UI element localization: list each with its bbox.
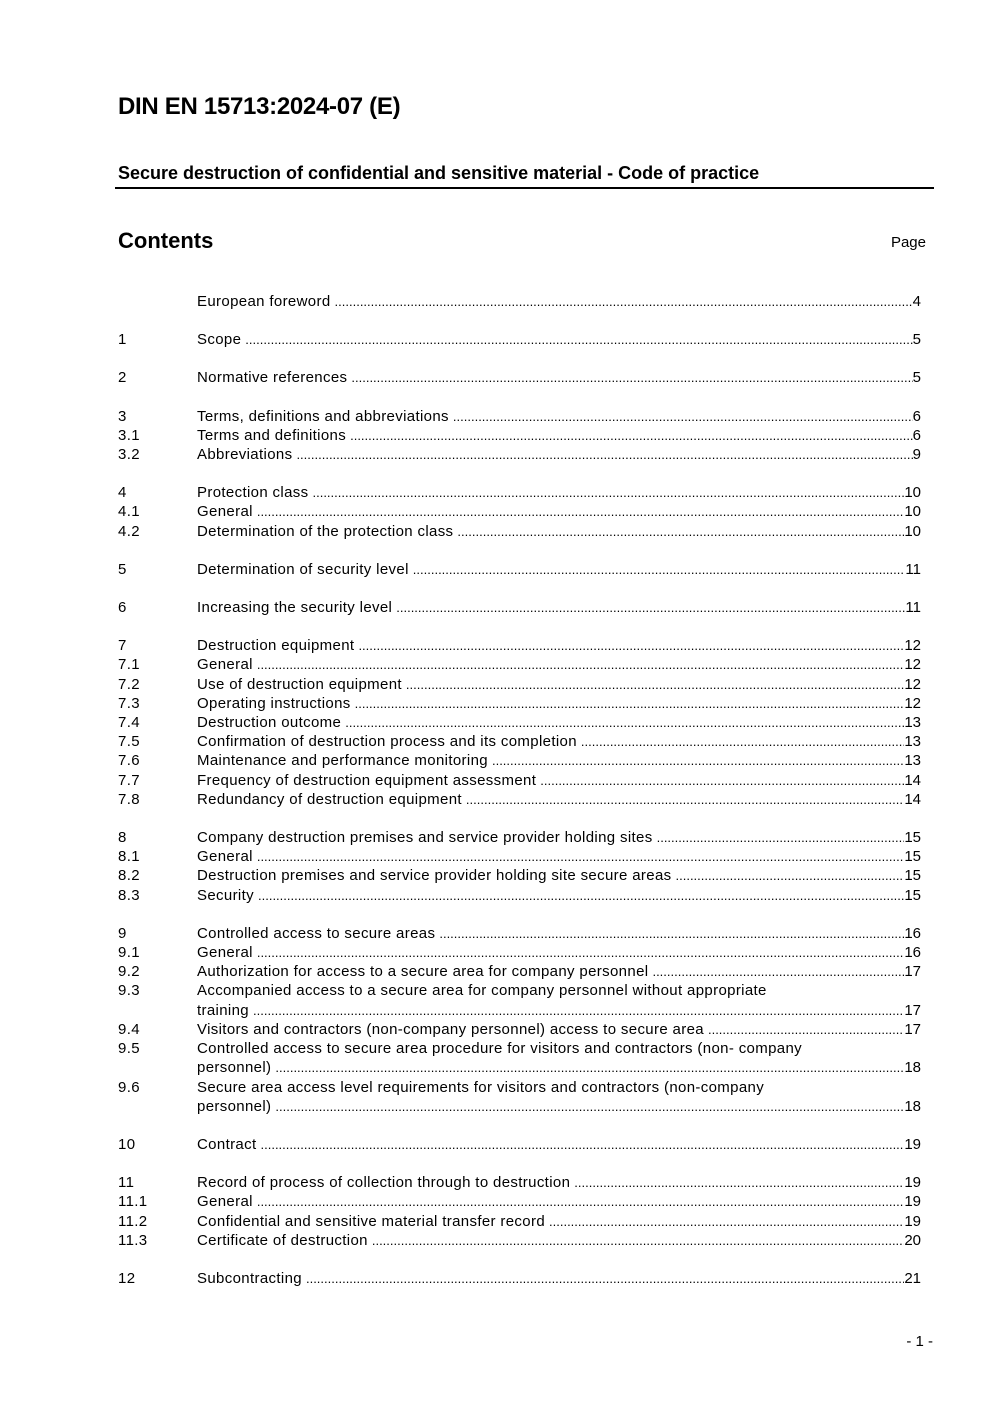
toc-entry-line xyxy=(197,407,921,426)
toc-entry-text xyxy=(197,426,921,445)
toc-entry[interactable] xyxy=(118,866,921,885)
toc-entry-page: 17 xyxy=(904,963,921,981)
toc-entry-text xyxy=(197,330,921,349)
toc-entry-text xyxy=(197,292,921,311)
toc-entry-line xyxy=(197,502,921,521)
toc-entry-number: 7.5 xyxy=(118,733,140,751)
toc-entry-number: 10 xyxy=(118,1135,136,1153)
toc-entry-title-first-line: Accompanied access to a secure area for company personnel without appropriate xyxy=(197,982,767,1000)
toc-entry-line xyxy=(197,330,921,349)
table-of-contents xyxy=(118,292,921,1307)
toc-group xyxy=(118,636,921,809)
toc-entry[interactable] xyxy=(118,292,921,311)
toc-entry-text xyxy=(197,732,921,751)
toc-entry-text xyxy=(197,407,921,426)
toc-entry-page: 14 xyxy=(904,790,921,808)
toc-entry-text xyxy=(197,502,921,521)
toc-entry[interactable] xyxy=(118,943,921,962)
toc-entry[interactable] xyxy=(118,1269,921,1288)
toc-group xyxy=(118,828,921,905)
toc-entry[interactable] xyxy=(118,1020,921,1039)
toc-entry-text xyxy=(197,1231,921,1250)
toc-dot-leader xyxy=(275,1058,904,1077)
toc-entry-text xyxy=(197,751,921,770)
toc-entry-text xyxy=(197,483,921,502)
toc-entry-number: 7.6 xyxy=(118,752,140,770)
toc-entry-page: 18 xyxy=(904,1097,921,1115)
page-number: - 1 - xyxy=(906,1333,933,1350)
toc-entry[interactable] xyxy=(118,751,921,770)
toc-entry[interactable] xyxy=(118,368,921,387)
toc-entry-page: 5 xyxy=(912,369,921,387)
toc-entry-page: 13 xyxy=(904,752,921,770)
toc-entry-title: personnel) xyxy=(197,1059,272,1077)
toc-entry[interactable] xyxy=(118,483,921,502)
toc-entry-text xyxy=(197,866,921,885)
toc-entry-text xyxy=(197,1269,921,1288)
toc-entry-text xyxy=(197,445,921,464)
toc-entry-line xyxy=(197,1058,921,1077)
toc-entry[interactable] xyxy=(118,655,921,674)
toc-entry-title: Abbreviations xyxy=(197,446,293,464)
toc-entry-number: 7.8 xyxy=(118,790,140,808)
toc-entry-text xyxy=(197,1173,921,1192)
toc-entry-page: 15 xyxy=(904,848,921,866)
toc-entry-line xyxy=(197,732,921,751)
toc-dot-leader xyxy=(335,292,913,311)
toc-entry-title: Visitors and contractors (non-company personnel) access to secure area xyxy=(197,1020,704,1038)
toc-entry-number: 11.1 xyxy=(118,1193,148,1211)
toc-dot-leader xyxy=(257,943,904,962)
toc-dot-leader xyxy=(257,655,904,674)
toc-entry-text xyxy=(197,368,921,387)
toc-entry-line xyxy=(197,1173,921,1192)
toc-entry-text xyxy=(197,1212,921,1231)
toc-entry-line xyxy=(197,1001,921,1020)
toc-entry-title: General xyxy=(197,503,253,521)
toc-entry-number: 9.6 xyxy=(118,1078,140,1096)
toc-entry-page: 16 xyxy=(904,924,921,942)
toc-entry-title: European foreword xyxy=(197,293,331,310)
toc-entry-line xyxy=(197,694,921,713)
toc-entry-title: Certificate of destruction xyxy=(197,1231,368,1249)
toc-entry-title: General xyxy=(197,848,253,866)
toc-entry-number: 12 xyxy=(118,1269,136,1287)
toc-entry-line xyxy=(197,771,921,790)
toc-entry-title: Confidential and sensitive material transfer record xyxy=(197,1212,546,1230)
document-title: DIN EN 15713:2024-07 (E) xyxy=(118,93,401,120)
toc-entry-page: 17 xyxy=(904,1020,921,1038)
toc-entry[interactable] xyxy=(118,426,921,445)
toc-dot-leader xyxy=(657,828,905,847)
toc-entry-text xyxy=(197,981,921,1019)
toc-entry-line xyxy=(197,1269,921,1288)
toc-entry-text xyxy=(197,790,921,809)
toc-group xyxy=(118,924,921,1116)
toc-dot-leader xyxy=(253,1001,904,1020)
toc-entry-title: Record of process of collection through to destruction xyxy=(197,1174,571,1192)
toc-entry-line xyxy=(197,560,921,579)
toc-entry-title: Maintenance and performance monitoring xyxy=(197,752,488,770)
toc-entry-number: 9.1 xyxy=(118,944,140,962)
toc-dot-leader xyxy=(574,1173,904,1192)
toc-entry-title: Destruction outcome xyxy=(197,714,342,732)
toc-dot-leader xyxy=(296,445,912,464)
toc-dot-leader xyxy=(406,675,904,694)
toc-entry-line xyxy=(197,1231,921,1250)
toc-entry-page: 14 xyxy=(904,771,921,789)
toc-entry-text xyxy=(197,694,921,713)
toc-entry-number: 3.2 xyxy=(118,446,140,464)
toc-entry-number: 7.7 xyxy=(118,771,140,789)
toc-group xyxy=(118,368,921,387)
toc-entry-text xyxy=(197,1192,921,1211)
toc-entry-title: personnel) xyxy=(197,1097,272,1115)
toc-entry-line xyxy=(197,292,921,311)
toc-entry-title: General xyxy=(197,944,253,962)
toc-entry-page: 19 xyxy=(904,1174,921,1192)
toc-entry[interactable] xyxy=(118,962,921,981)
toc-entry-title: Frequency of destruction equipment assessment xyxy=(197,771,537,789)
toc-entry[interactable] xyxy=(118,1192,921,1211)
toc-entry-line xyxy=(197,713,921,732)
title-divider xyxy=(115,187,934,189)
toc-entry-title: Scope xyxy=(197,331,242,349)
toc-entry-title: Determination of security level xyxy=(197,560,409,578)
toc-group xyxy=(118,292,921,311)
toc-entry[interactable] xyxy=(118,1231,921,1250)
toc-entry-page: 19 xyxy=(904,1193,921,1211)
toc-entry-title: Normative references xyxy=(197,369,348,387)
toc-entry-text xyxy=(197,828,921,847)
toc-entry[interactable] xyxy=(118,847,921,866)
toc-entry-line xyxy=(197,1192,921,1211)
toc-entry[interactable] xyxy=(118,445,921,464)
toc-entry-line xyxy=(197,445,921,464)
toc-entry-page: 17 xyxy=(904,1001,921,1019)
toc-entry-number: 9.5 xyxy=(118,1040,140,1058)
toc-entry-page: 12 xyxy=(904,694,921,712)
toc-entry-text xyxy=(197,636,921,655)
toc-entry-title: Contract xyxy=(197,1135,257,1153)
toc-dot-leader xyxy=(413,560,906,579)
toc-entry-text xyxy=(197,962,921,981)
toc-dot-leader xyxy=(351,368,912,387)
toc-entry-title: General xyxy=(197,656,253,674)
toc-entry[interactable] xyxy=(118,675,921,694)
toc-entry-number: 8.1 xyxy=(118,848,140,866)
toc-entry-title: Authorization for access to a secure area for company personnel xyxy=(197,963,649,981)
toc-entry-title: Use of destruction equipment xyxy=(197,675,402,693)
toc-entry-title: Terms and definitions xyxy=(197,426,347,444)
toc-entry-line xyxy=(197,924,921,943)
toc-entry-text xyxy=(197,1039,921,1077)
toc-entry-line xyxy=(197,598,921,617)
toc-entry-number: 8 xyxy=(118,829,127,847)
toc-entry-line xyxy=(197,1097,921,1116)
toc-dot-leader xyxy=(261,1135,905,1154)
toc-entry-line xyxy=(197,1135,921,1154)
toc-entry-text xyxy=(197,713,921,732)
toc-entry-number: 5 xyxy=(118,560,127,578)
toc-entry[interactable] xyxy=(118,713,921,732)
toc-dot-leader xyxy=(312,483,904,502)
toc-entry-title: Destruction premises and service provider holding site secure areas xyxy=(197,867,672,885)
toc-entry-number: 9.2 xyxy=(118,963,140,981)
toc-entry-text xyxy=(197,598,921,617)
toc-entry[interactable] xyxy=(118,330,921,349)
toc-entry[interactable] xyxy=(118,732,921,751)
toc-dot-leader xyxy=(257,847,904,866)
toc-entry-title: Terms, definitions and abbreviations xyxy=(197,407,449,425)
toc-entry[interactable] xyxy=(118,828,921,847)
toc-entry-line xyxy=(197,943,921,962)
toc-entry-page: 18 xyxy=(904,1059,921,1077)
toc-entry-title: Security xyxy=(197,886,254,904)
toc-entry-page: 15 xyxy=(904,829,921,847)
toc-entry[interactable] xyxy=(118,1135,921,1154)
toc-entry-title: Determination of the protection class xyxy=(197,522,454,540)
toc-dot-leader xyxy=(466,790,904,809)
toc-entry-number: 4 xyxy=(118,484,127,502)
toc-entry-number: 4.1 xyxy=(118,503,140,521)
toc-entry[interactable] xyxy=(118,1173,921,1192)
toc-entry-page: 10 xyxy=(904,522,921,540)
toc-dot-leader xyxy=(457,522,904,541)
toc-dot-leader xyxy=(358,636,904,655)
toc-entry-page: 21 xyxy=(904,1269,921,1287)
page-column-heading: Page xyxy=(890,234,926,251)
toc-entry-title-first-line: Controlled access to secure area procedure for visitors and contractors (non- company xyxy=(197,1040,803,1058)
toc-entry-page: 12 xyxy=(904,656,921,674)
toc-entry-number: 3.1 xyxy=(118,426,140,444)
toc-entry-title: Destruction equipment xyxy=(197,637,355,655)
toc-entry[interactable] xyxy=(118,981,921,1019)
toc-entry-number: 8.3 xyxy=(118,886,140,904)
toc-entry-page: 12 xyxy=(904,637,921,655)
toc-entry-line xyxy=(197,655,921,674)
toc-entry[interactable] xyxy=(118,522,921,541)
toc-entry-text xyxy=(197,943,921,962)
toc-entry-number: 11 xyxy=(118,1174,135,1192)
toc-dot-leader xyxy=(258,886,904,905)
toc-entry-page: 5 xyxy=(912,331,921,349)
toc-entry-number: 1 xyxy=(118,331,127,349)
toc-dot-leader xyxy=(581,732,904,751)
toc-entry-title-first-line: Secure area access level requirements for visitors and contractors (non-company xyxy=(197,1078,765,1096)
toc-entry[interactable] xyxy=(118,1078,921,1116)
toc-entry[interactable] xyxy=(118,924,921,943)
toc-entry-number: 9.3 xyxy=(118,982,140,1000)
toc-entry[interactable] xyxy=(118,502,921,521)
toc-entry[interactable] xyxy=(118,694,921,713)
toc-entry-page: 4 xyxy=(912,293,921,310)
toc-entry-number: 3 xyxy=(118,407,127,425)
toc-entry-number: 7.3 xyxy=(118,694,140,712)
toc-entry-text xyxy=(197,886,921,905)
toc-dot-leader xyxy=(350,426,913,445)
toc-entry-line xyxy=(197,522,921,541)
toc-group xyxy=(118,483,921,541)
toc-dot-leader xyxy=(439,924,904,943)
toc-entry-page: 10 xyxy=(904,503,921,521)
toc-entry-line xyxy=(197,751,921,770)
toc-entry-number: 7.2 xyxy=(118,675,140,693)
toc-entry-number: 11.3 xyxy=(118,1231,148,1249)
document-subtitle: Secure destruction of confidential and sensitive material - Code of practice xyxy=(118,163,760,183)
toc-entry-page: 13 xyxy=(904,733,921,751)
toc-entry-title: Company destruction premises and service provider holding sites xyxy=(197,829,653,847)
toc-entry-page: 11 xyxy=(905,560,921,578)
toc-dot-leader xyxy=(540,771,904,790)
toc-entry[interactable] xyxy=(118,790,921,809)
toc-entry-line xyxy=(197,675,921,694)
toc-dot-leader xyxy=(492,751,904,770)
toc-group xyxy=(118,330,921,349)
toc-entry-page: 10 xyxy=(904,484,921,502)
toc-dot-leader xyxy=(257,1192,904,1211)
toc-dot-leader xyxy=(708,1020,904,1039)
toc-entry-number: 4.2 xyxy=(118,522,140,540)
toc-dot-leader xyxy=(355,694,905,713)
toc-entry-line xyxy=(197,483,921,502)
toc-dot-leader xyxy=(257,502,904,521)
toc-entry-page: 20 xyxy=(904,1231,921,1249)
toc-entry-page: 11 xyxy=(905,599,921,617)
toc-entry-line xyxy=(197,1020,921,1039)
toc-entry-text xyxy=(197,924,921,943)
toc-entry[interactable] xyxy=(118,560,921,579)
toc-entry[interactable] xyxy=(118,771,921,790)
toc-entry-text xyxy=(197,1078,921,1116)
toc-entry-line xyxy=(197,426,921,445)
toc-entry[interactable] xyxy=(118,886,921,905)
toc-entry-number: 2 xyxy=(118,369,127,387)
toc-entry-page: 12 xyxy=(904,675,921,693)
toc-entry-text xyxy=(197,847,921,866)
toc-entry-text xyxy=(197,1135,921,1154)
toc-entry-line xyxy=(197,886,921,905)
toc-entry-text xyxy=(197,560,921,579)
toc-entry-line xyxy=(197,866,921,885)
toc-entry-title: General xyxy=(197,1193,253,1211)
toc-entry-text xyxy=(197,1020,921,1039)
toc-entry-title: Increasing the security level xyxy=(197,599,393,617)
toc-entry-line xyxy=(197,636,921,655)
toc-entry-text xyxy=(197,655,921,674)
toc-entry-line xyxy=(197,1212,921,1231)
toc-entry-page: 6 xyxy=(912,426,921,444)
toc-entry-number: 7.1 xyxy=(118,656,140,674)
toc-entry-text xyxy=(197,771,921,790)
toc-entry[interactable] xyxy=(118,1039,921,1077)
toc-group xyxy=(118,598,921,617)
toc-entry-page: 6 xyxy=(912,407,921,425)
toc-entry-number: 6 xyxy=(118,599,127,617)
toc-entry-line xyxy=(197,368,921,387)
toc-dot-leader xyxy=(345,713,904,732)
toc-group xyxy=(118,407,921,465)
toc-entry-number: 7 xyxy=(118,637,127,655)
toc-dot-leader xyxy=(396,598,905,617)
toc-entry-page: 19 xyxy=(904,1212,921,1230)
toc-entry-title: Protection class xyxy=(197,484,309,502)
toc-entry-text xyxy=(197,675,921,694)
toc-entry[interactable] xyxy=(118,598,921,617)
toc-entry-title: training xyxy=(197,1001,249,1019)
toc-entry-page: 15 xyxy=(904,886,921,904)
toc-dot-leader xyxy=(453,407,913,426)
toc-entry-title: Controlled access to secure areas xyxy=(197,924,436,942)
toc-entry-title: Subcontracting xyxy=(197,1269,302,1287)
toc-dot-leader xyxy=(372,1231,904,1250)
toc-entry-number: 8.2 xyxy=(118,867,140,885)
toc-dot-leader xyxy=(549,1212,904,1231)
toc-entry-page: 9 xyxy=(912,446,921,464)
toc-dot-leader xyxy=(275,1097,904,1116)
toc-entry-line xyxy=(197,962,921,981)
toc-dot-leader xyxy=(652,962,904,981)
toc-entry[interactable] xyxy=(118,1212,921,1231)
toc-entry-title: Operating instructions xyxy=(197,694,351,712)
toc-entry-number: 9 xyxy=(118,924,127,942)
toc-entry-number: 9.4 xyxy=(118,1020,140,1038)
toc-group xyxy=(118,1135,921,1154)
toc-entry-line xyxy=(197,790,921,809)
toc-entry-line xyxy=(197,828,921,847)
contents-heading: Contents xyxy=(118,228,214,253)
toc-entry-page: 19 xyxy=(904,1135,921,1153)
toc-entry-line xyxy=(197,847,921,866)
toc-entry-title: Confirmation of destruction process and its completion xyxy=(197,733,577,751)
toc-entry[interactable] xyxy=(118,636,921,655)
toc-entry-page: 15 xyxy=(904,867,921,885)
toc-entry-page: 13 xyxy=(904,714,921,732)
toc-entry-number: 7.4 xyxy=(118,714,140,732)
toc-dot-leader xyxy=(245,330,912,349)
toc-dot-leader xyxy=(306,1269,904,1288)
toc-entry-page: 16 xyxy=(904,944,921,962)
toc-entry-title: Redundancy of destruction equipment xyxy=(197,790,462,808)
toc-group xyxy=(118,1269,921,1288)
toc-dot-leader xyxy=(676,866,905,885)
toc-group xyxy=(118,1173,921,1250)
toc-entry-number: 11.2 xyxy=(118,1212,148,1230)
toc-entry-text xyxy=(197,522,921,541)
toc-entry[interactable] xyxy=(118,407,921,426)
toc-group xyxy=(118,560,921,579)
